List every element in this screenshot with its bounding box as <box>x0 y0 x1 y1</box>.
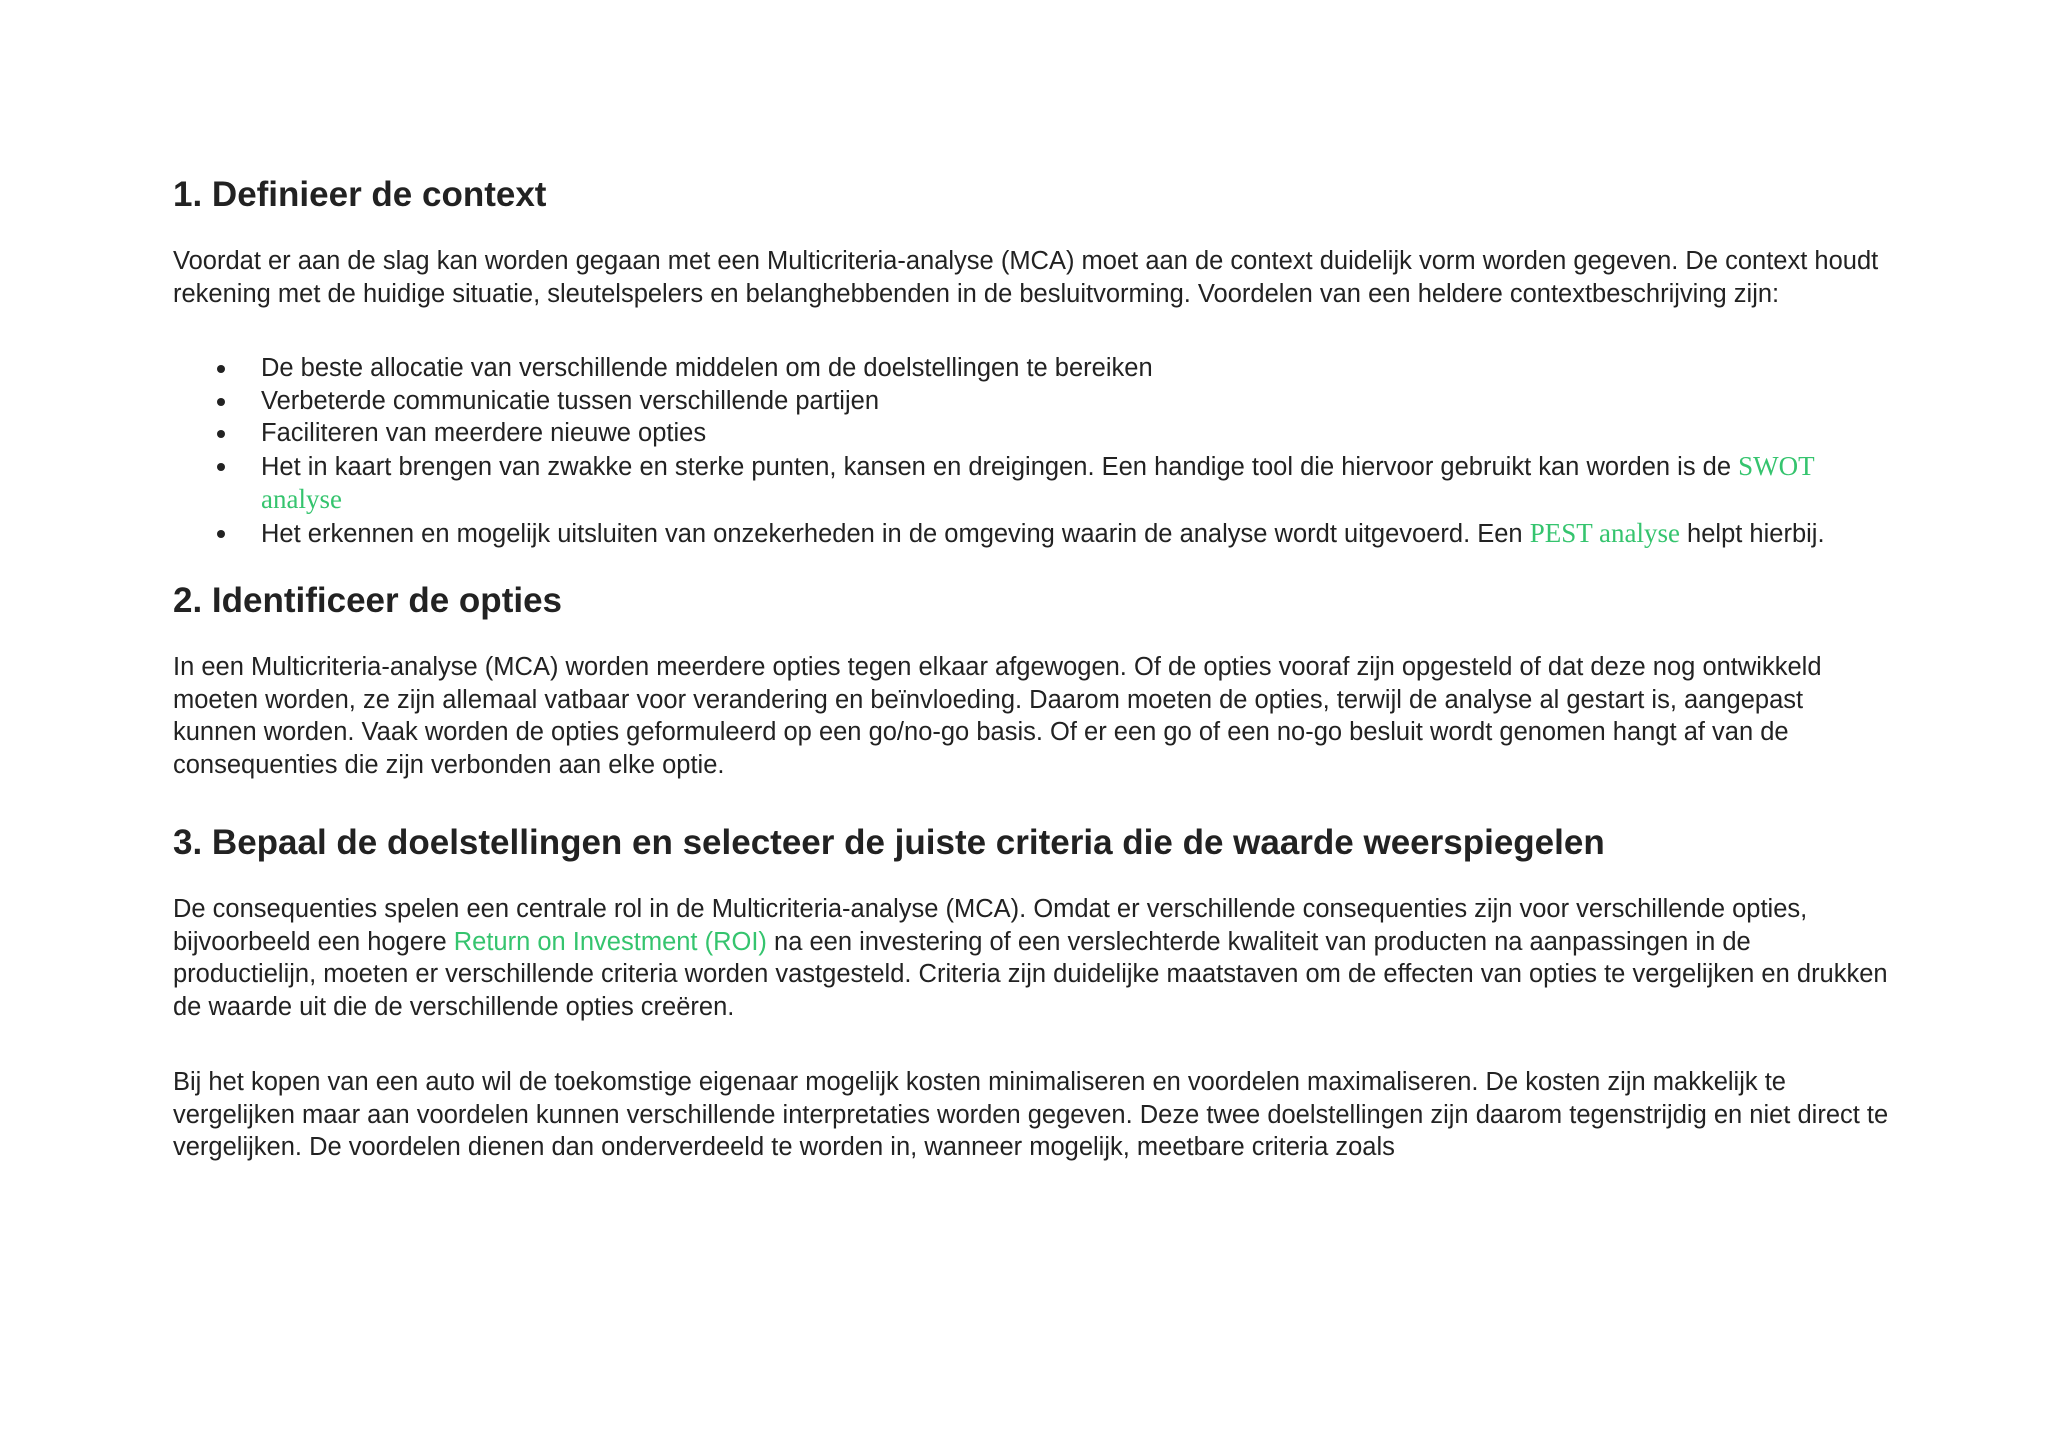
list-item <box>173 352 1893 385</box>
bullet-icon <box>217 398 225 406</box>
roi-link[interactable]: Return on Investment (ROI) <box>453 927 767 956</box>
context-benefits-list <box>173 352 1893 550</box>
swot-analyse-link[interactable]: SWOT analyse <box>261 450 1815 514</box>
list-item <box>173 417 1893 450</box>
list-item-text: Faciliteren van meerdere nieuwe opties <box>261 419 707 447</box>
bullet-icon <box>217 463 225 471</box>
section-3-body-text: De consequenties spelen een centrale rol in de Multicriteria-analyse (MCA). Omdat er verschillende consequenties zijn voor verschillende opties, bijvoorbeeld een hogere <box>173 895 1808 956</box>
list-item-text-tail: helpt hierbij. <box>1679 519 1825 548</box>
list-item <box>173 385 1893 418</box>
bullet-icon <box>217 430 225 438</box>
section-3-body <box>173 893 1893 1023</box>
section-1-intro: Voordat er aan de slag kan worden gegaan met een Multicriteria-analyse (MCA) moet aan de context duidelijk vorm worden gegeven. De context houdt rekening met de huidige situatie, sleutelspelers en belanghebbenden in de besluitvorming. Voordelen van een heldere contextbeschrijving zijn: <box>173 247 1879 308</box>
section-3-heading: 3. Bepaal de doelstellingen en selecteer de juiste criteria die de waarde weerspiegelen <box>173 823 1605 862</box>
section-1-heading: 1. Definieer de context <box>173 175 547 214</box>
section-3-body-2: Bij het kopen van een auto wil de toekomstige eigenaar mogelijk kosten minimaliseren en voordelen maximaliseren. De kosten zijn makkelijk te vergelijken maar aan voordelen kunnen verschillende interpretaties worden gegeven. Deze twee doelstellingen zijn daarom tegenstrijdig en niet direct te vergelijken. De voordelen dienen dan onderverdeeld te worden in, wanneer mogelijk, meetbare criteria zoals <box>173 1068 1889 1161</box>
document-page <box>173 168 1893 1164</box>
list-item <box>173 517 1893 551</box>
pest-analyse-link[interactable]: PEST analyse <box>1529 517 1680 548</box>
list-item <box>173 450 1893 517</box>
list-item-text: Het in kaart brengen van zwakke en sterke punten, kansen en dreigingen. Een handige tool die hiervoor gebruikt kan worden is de <box>261 452 1739 481</box>
list-item-text: De beste allocatie van verschillende middelen om de doelstellingen te bereiken <box>261 354 1153 382</box>
section-3-body-text-tail: na een investering of een verslechterde kwaliteit van producten na aanpassingen in de productielijn, moeten er verschillende criteria worden vastgesteld. Criteria zijn duidelijke maatstaven om de effecten van opties te vergelijken en drukken de waarde uit die de verschillende opties creëren. <box>173 927 1888 1021</box>
section-2-heading: 2. Identificeer de opties <box>173 581 562 620</box>
list-item-text: Verbeterde communicatie tussen verschillende partijen <box>261 386 880 415</box>
bullet-icon <box>217 530 225 538</box>
section-2-body: In een Multicriteria-analyse (MCA) worden meerdere opties tegen elkaar afgewogen. Of de opties vooraf zijn opgesteld of dat deze nog ontwikkeld moeten worden, ze zijn allemaal vatbaar voor verandering en beïnvloeding. Daarom moeten de opties, terwijl de analyse al gestart is, aangepast kunnen worden. Vaak worden de opties geformuleerd op een go/no-go basis. Of er een go of een no-go besluit wordt genomen hangt af van de consequenties die zijn verbonden aan elke optie. <box>173 653 1822 779</box>
bullet-icon <box>217 365 225 373</box>
list-item-text: Het erkennen en mogelijk uitsluiten van onzekerheden in de omgeving waarin de analyse wordt uitgevoerd. Een <box>261 519 1530 548</box>
